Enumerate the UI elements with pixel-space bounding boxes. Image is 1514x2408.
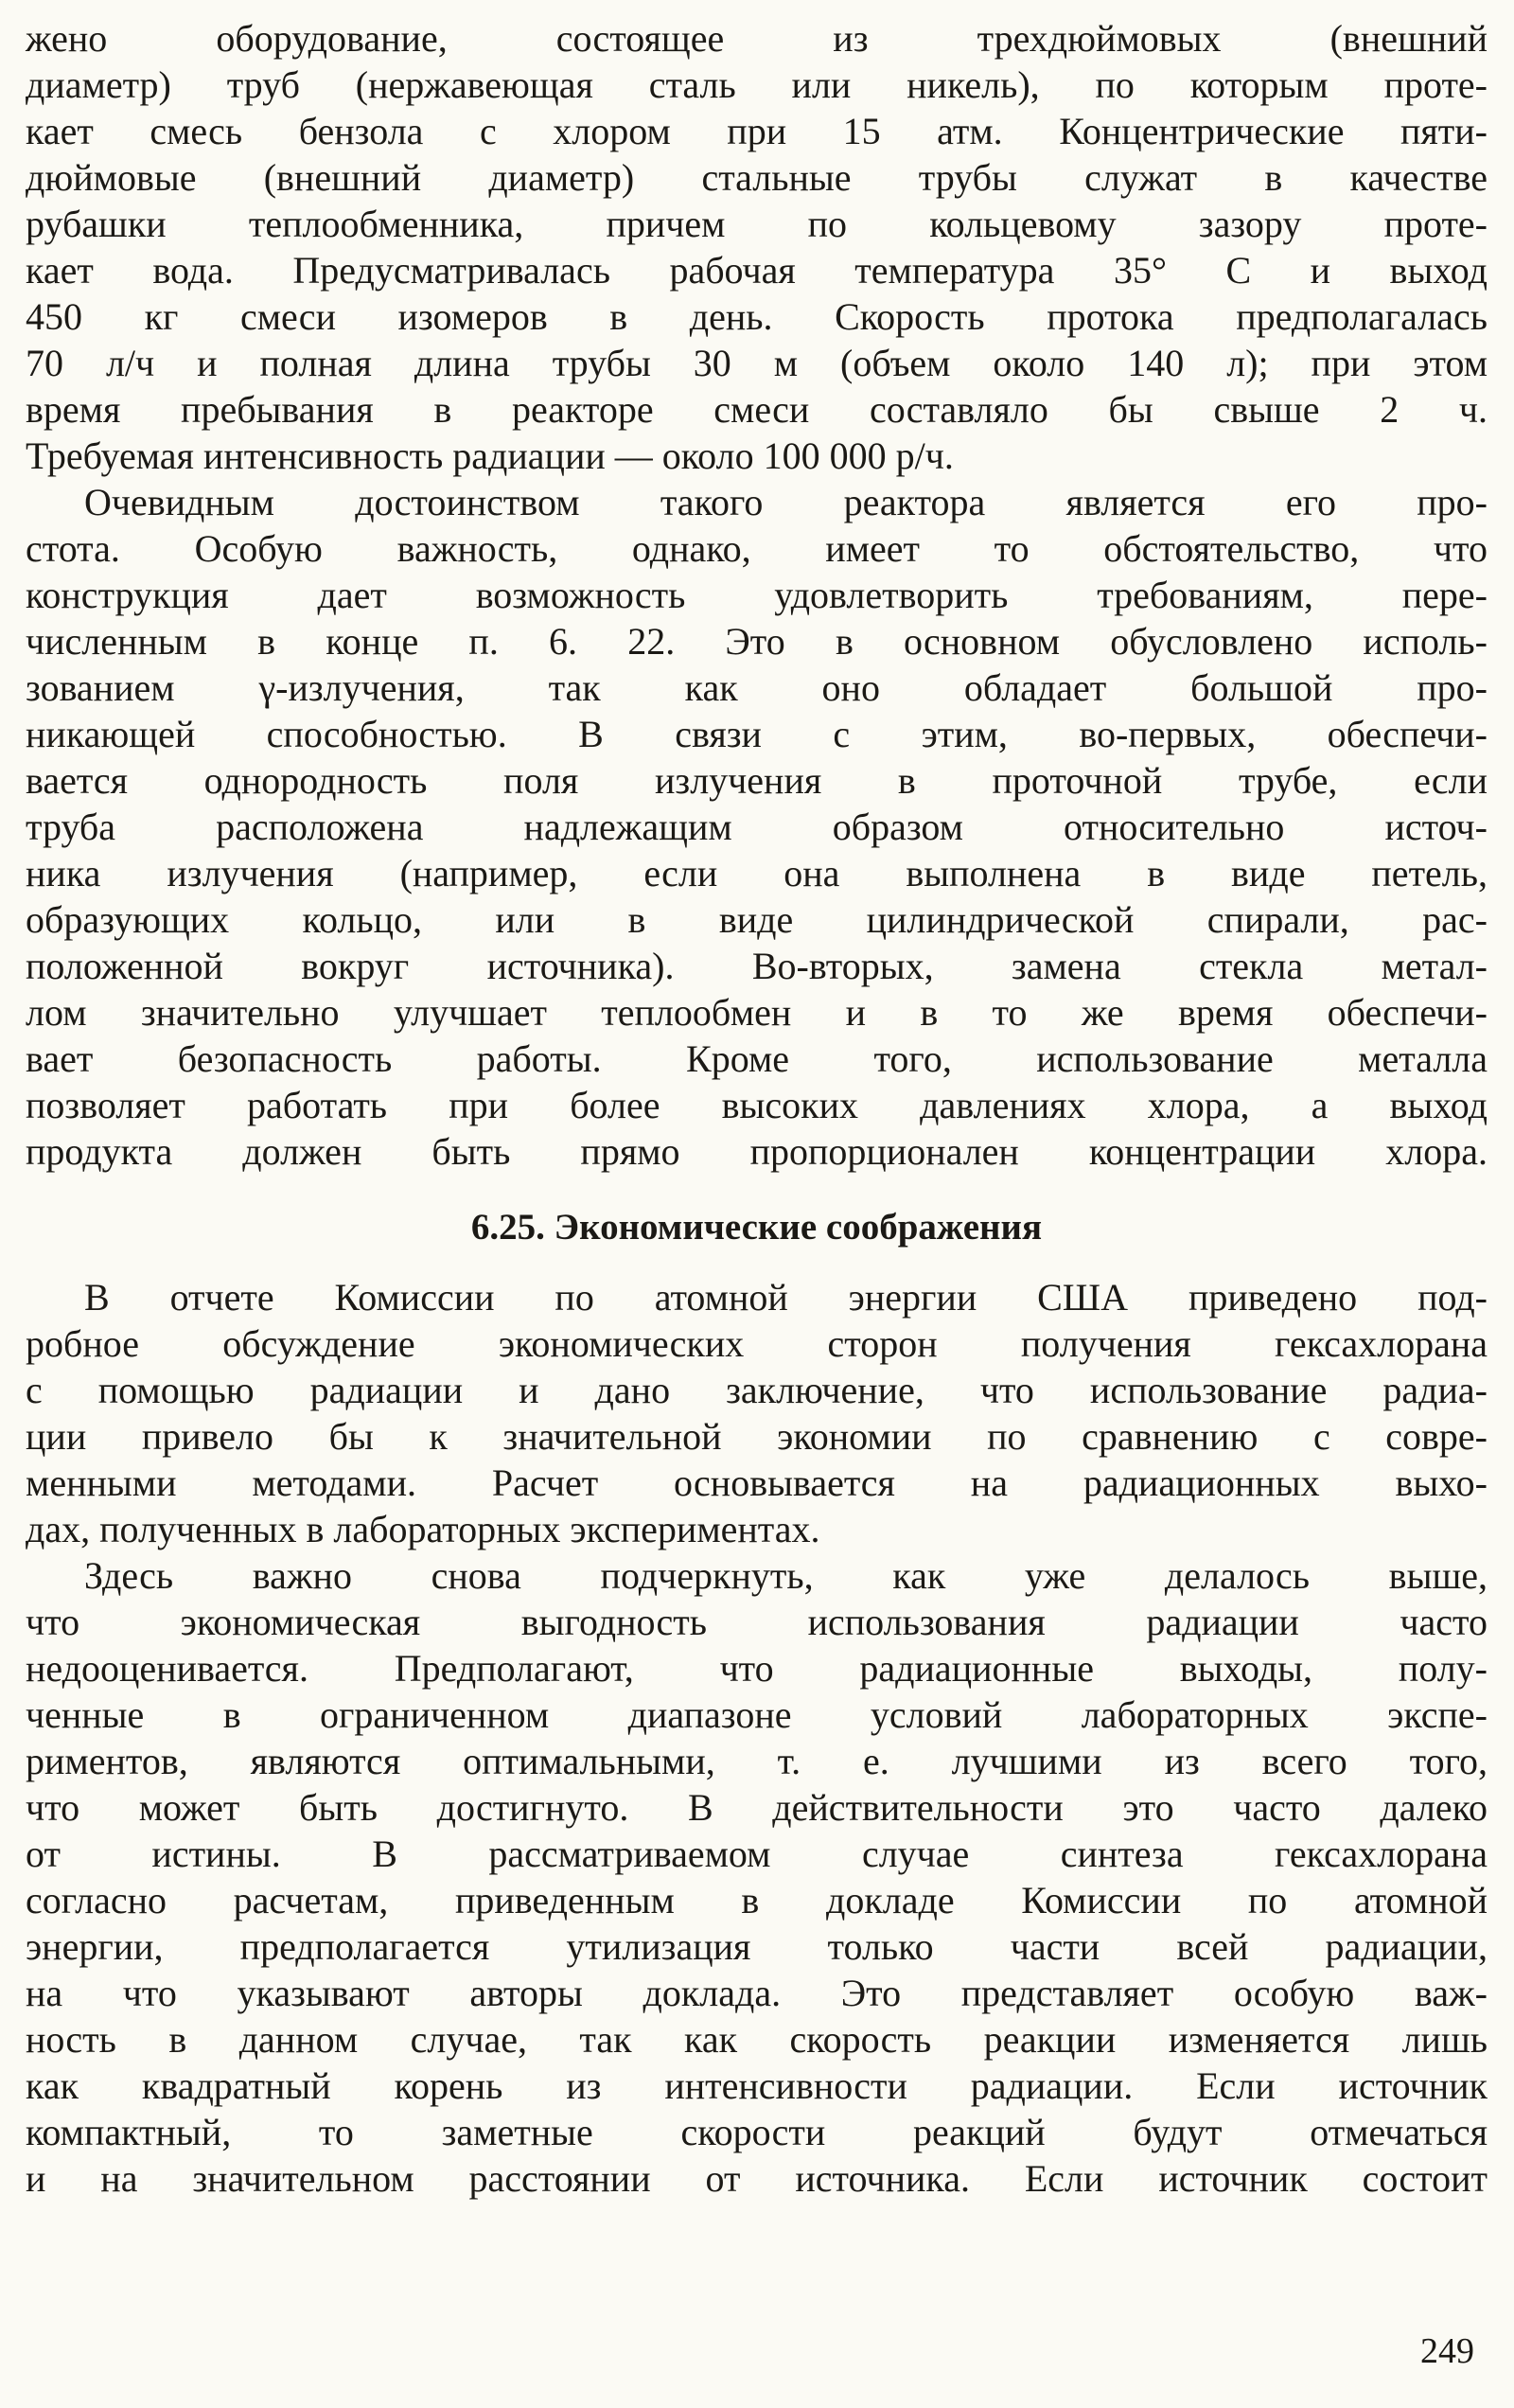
text-line: риментов, являются оптимальными, т. е. лучшими из всего того,	[26, 1740, 1488, 1782]
text-line: как квадратный корень из интенсивности радиации. Если источник	[26, 2064, 1488, 2107]
text-line: 450 кг смеси изомеров в день. Скорость протока предполагалась	[26, 295, 1488, 338]
text-line: ника излучения (например, если она выполнена в виде петель,	[26, 852, 1488, 894]
text-line: вает безопасность работы. Кроме того, использование металла	[26, 1037, 1488, 1080]
page-number: 249	[1420, 2331, 1474, 2371]
text-line: стота. Особую важность, однако, имеет то обстоятельство, что	[26, 527, 1488, 570]
paragraph	[26, 1552, 1488, 2202]
text-line: рубашки теплообменника, причем по кольцевому зазору проте-	[26, 203, 1488, 245]
text-line: от истины. В рассматриваемом случае синтеза гексахлорана	[26, 1833, 1488, 1875]
paragraph	[26, 1274, 1488, 1552]
text-line: кает смесь бензола с хлором при 15 атм. Концентрические пяти-	[26, 110, 1488, 152]
text-line: энергии, предполагается утилизация только части всей радиации,	[26, 1925, 1488, 1968]
text-line: вается однородность поля излучения в проточной трубе, если	[26, 759, 1488, 802]
text-line: робное обсуждение экономических сторон получения гексахлорана	[26, 1322, 1488, 1365]
text-line: согласно расчетам, приведенным в докладе Комиссии по атомной	[26, 1879, 1488, 1921]
text-line: 70 л/ч и полная длина трубы 30 м (объем около 140 л); при этом	[26, 342, 1488, 384]
text-line: В отчете Комиссии по атомной энергии США приведено под-	[84, 1276, 1488, 1319]
text-line: ность в данном случае, так как скорость реакции изменяется лишь	[26, 2018, 1488, 2061]
text-line: конструкция дает возможность удовлетворить требованиям, пере-	[26, 574, 1488, 616]
text-line: время пребывания в реакторе смеси составляло бы свыше 2 ч.	[26, 388, 1488, 431]
text-line: на что указывают авторы доклада. Это представляет особую важ-	[26, 1972, 1488, 2014]
text-line: Требуемая интенсивность радиации — около 100 000 р/ч.	[26, 434, 954, 477]
text-line: позволяет работать при более высоких давлениях хлора, а выход	[26, 1084, 1488, 1126]
text-line: диаметр) труб (нержавеющая сталь или никель), по которым проте-	[26, 63, 1488, 106]
text-line: жено оборудование, состоящее из трехдюймовых (внешний	[26, 17, 1488, 60]
text-line: никающей способностью. В связи с этим, во-первых, обеспечи-	[26, 713, 1488, 755]
section-heading: 6.25. Экономические соображения	[470, 1207, 1043, 1248]
text-line: дах, полученных в лабораторных экспериментах.	[26, 1508, 820, 1550]
text-line: продукта должен быть прямо пропорционален концентрации хлора.	[26, 1130, 1488, 1173]
paragraph	[26, 15, 1488, 479]
text-line: что экономическая выгодность использования радиации часто	[26, 1601, 1488, 1643]
text-line: Здесь важно снова подчеркнуть, как уже делалось выше,	[84, 1554, 1488, 1597]
text-line: лом значительно улучшает теплообмен и в то же время обеспечи-	[26, 991, 1488, 1034]
text-line: ченные в ограниченном диапазоне условий лабораторных экспе-	[26, 1693, 1488, 1736]
paragraphs-before-heading	[26, 15, 1488, 1175]
text-line: образующих кольцо, или в виде цилиндрической спирали, рас-	[26, 898, 1488, 941]
text-line: Очевидным достоинством такого реактора является его про-	[84, 481, 1488, 523]
text-line: труба расположена надлежащим образом относительно источ-	[26, 806, 1488, 848]
paragraph	[26, 479, 1488, 1175]
text-line: ции привело бы к значительной экономии по сравнению с совре-	[26, 1415, 1488, 1458]
text-line: положенной вокруг источника). Во-вторых, замена стекла метал-	[26, 945, 1488, 987]
text-line: с помощью радиации и дано заключение, что использование радиа-	[26, 1369, 1488, 1411]
text-line: дюймовые (внешний диаметр) стальные трубы служат в качестве	[26, 156, 1488, 199]
text-column	[26, 15, 1488, 2202]
text-line: компактный, то заметные скорости реакций будут отмечаться	[26, 2111, 1488, 2153]
text-line: и на значительном расстоянии от источника. Если источник состоит	[26, 2157, 1488, 2200]
text-line: менными методами. Расчет основывается на радиационных выхо-	[26, 1461, 1488, 1504]
text-line: недооценивается. Предполагают, что радиационные выходы, полу-	[26, 1647, 1488, 1690]
text-line: зованием γ-излучения, так как оно обладает большой про-	[26, 666, 1488, 709]
text-line: численным в конце п. 6. 22. Это в основном обусловлено исполь-	[26, 620, 1488, 663]
text-line: что может быть достигнуто. В действительности это часто далеко	[26, 1786, 1488, 1829]
text-line: кает вода. Предусматривалась рабочая температура 35° С и выход	[26, 249, 1488, 292]
paragraphs-after-heading	[26, 1274, 1488, 2202]
